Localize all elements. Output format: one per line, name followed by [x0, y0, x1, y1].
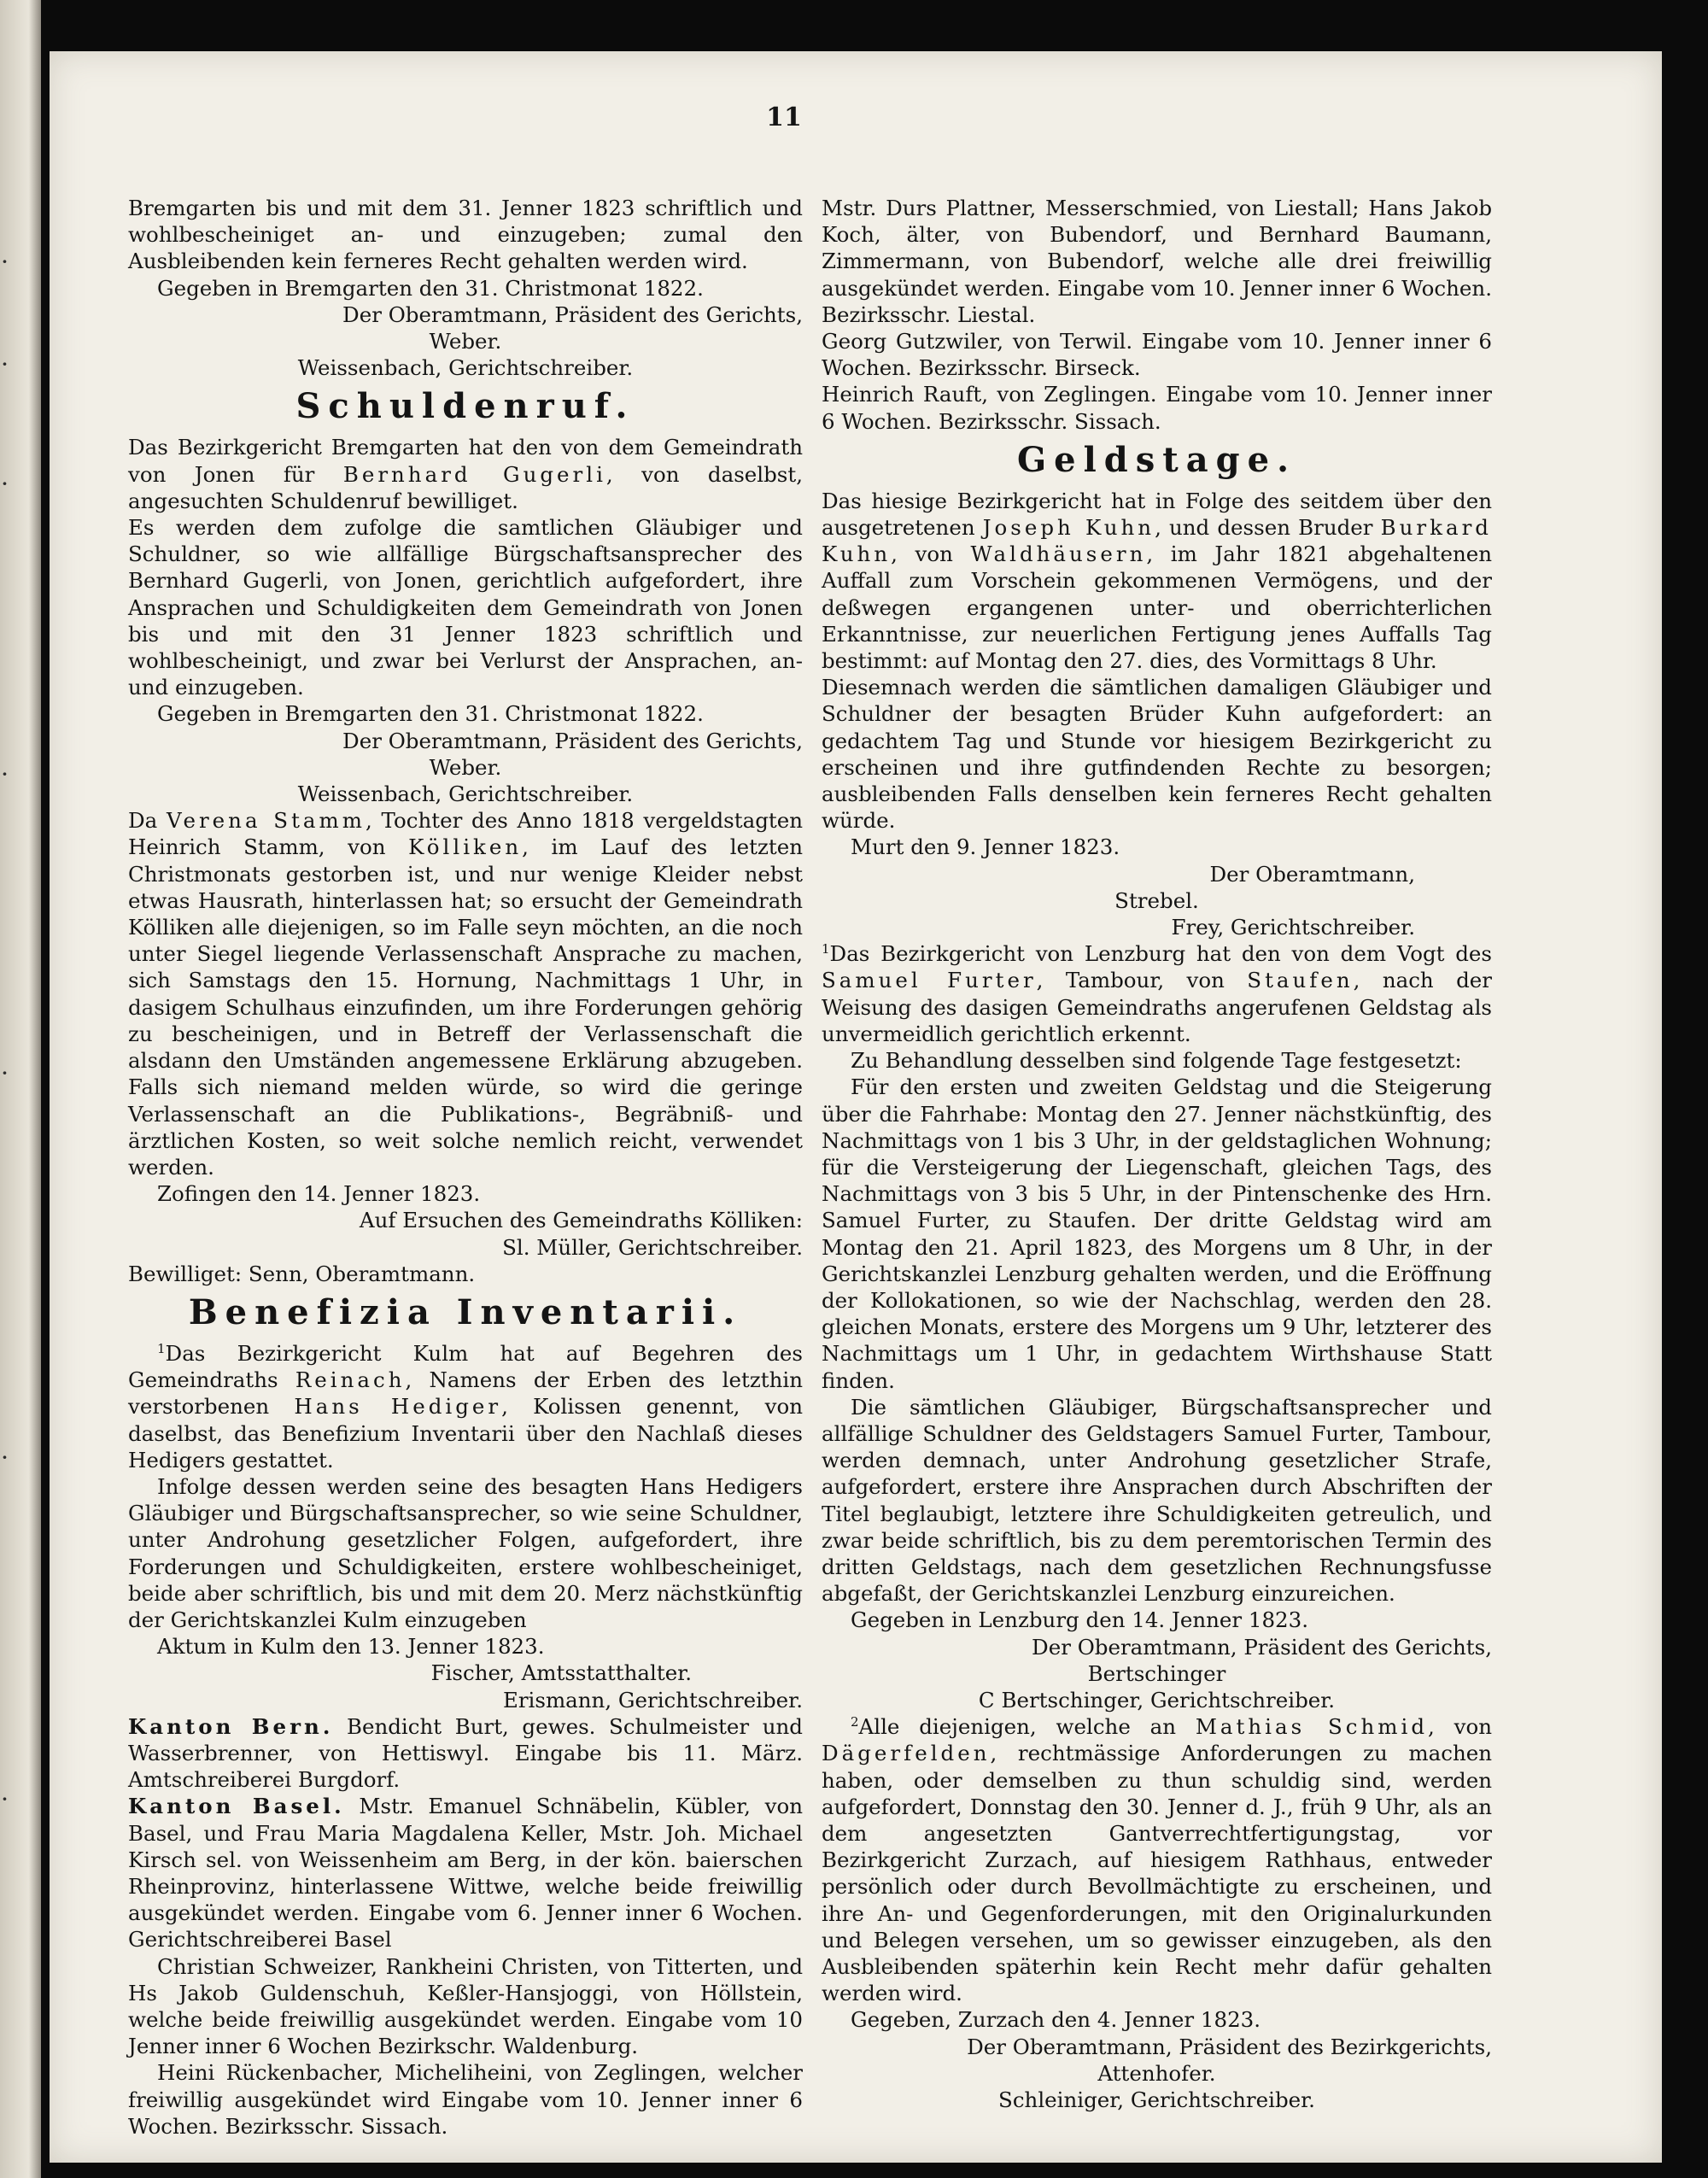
signature-clerk: C Bertschinger, Gerichtschreiber.: [978, 1687, 1336, 1713]
heading-geldstage: Geldstage.: [1016, 439, 1297, 480]
signature-line: Der Oberamtmann, Präsident des Bezirkgerichts,: [967, 2034, 1492, 2059]
notice-gutzwiler: Georg Gutzwiler, von Terwil. Eingabe vom 10. Jenner inner 6 Wochen. Bezirksschr. Birseck.: [822, 329, 1492, 381]
notice-date: Zofingen den 14. Jenner 1823.: [157, 1181, 481, 1207]
signature-name: Strebel.: [1114, 887, 1199, 913]
adjacent-page-edge: · · · · · · ·: [0, 0, 41, 2178]
signature-line: Der Oberamtmann, Präsident des Gerichts,: [342, 728, 803, 753]
notice-date: Gegeben in Bremgarten den 31. Christmonat 1822.: [157, 701, 704, 727]
signature-line: Der Oberamtmann,: [1209, 861, 1415, 887]
notice-date: Gegeben, Zurzach den 4. Jenner 1823.: [851, 2007, 1261, 2033]
heading-schuldenruf: Schuldenruf.: [295, 386, 635, 427]
signature-clerk: Weissenbach, Gerichtschreiber.: [297, 782, 634, 807]
beneficia-body: Infolge dessen werden seine des besagten Hans Hedigers Gläubiger und Bürgschaftsansprecher, so wie seine Schuldner, unter Androhung gesetzlicher Folgen, aufgefordert, ihre Forderungen und Schuldigkeiten, erstere wohlbescheiniget, beide aber schriftlich, bis und mit dem 20. Merz nächstkünftig der Gerichtskanzlei Kulm einzugeben: [128, 1473, 803, 1632]
notice-kanton-basel: Kanton Basel. Mstr. Emanuel Schnäbelin, Kübler, von Basel, und Frau Maria Magdalena Keller, Mstr. Joh. Michael Kirsch sel. von Weissenheim am Berg, in der kön. baierschen Rheinprovinz, hinterlassene Wittwe, welche beide freiwillig ausgekündet werden. Eingabe vom 6. Jenner inner 6 Wochen. Gerichtschreiberei Basel: [128, 1794, 803, 1953]
left-column: [128, 195, 803, 2140]
signature-clerk: Frey, Gerichtschreiber.: [1171, 915, 1415, 940]
signature-clerk: Erismann, Gerichtschreiber.: [502, 1687, 803, 1713]
signature-clerk: Schleiniger, Gerichtschreiber.: [998, 2087, 1315, 2113]
geldstage-furter: $^1$Das Bezirkgericht von Lenzburg hat den von dem Vogt des Samuel Furter, Tambour, von Staufen, nach der Weisung des dasigen Gemeindraths angerufenen Geldstag als unvermeidlich gerichtlich erkennt.: [822, 941, 1492, 1046]
signature-line: Der Oberamtmann, Präsident des Gerichts,: [1032, 1634, 1492, 1660]
notice-schmid: $^2$Alle diejenigen, welche an Mathias Schmid, von Dägerfelden, rechtmässige Anforderungen zu machen haben, oder demselben zu thun schuldig sind, werden aufgefordert, Donnstag den 30. Jenner d. J., früh 9 Uhr, als an dem angesetzten Gantverrechtfertigungstag, vor Bezirkgericht Zurzach, auf hiesigem Rathhaus, entweder persönlich oder durch Bevollmächtigte zu erscheinen, und ihre An- und Gegenforderungen, mit den Originalurkunden und Belegen versehen, um so gewisser einzugeben, als den Ausbleibenden späterhin kein Recht mehr dafür gehalten werden wird.: [822, 1714, 1493, 2006]
signature-clerk: Sl. Müller, Gerichtschreiber.: [502, 1234, 803, 1260]
signature-name: Bertschinger: [1087, 1660, 1226, 1686]
heading-beneficia-inventarii: Benefizia Inventarii.: [188, 1291, 743, 1332]
notice-rauft: Heinrich Rauft, von Zeglingen. Eingabe vom 10. Jenner inner 6 Wochen. Bezirksschr. Sissach.: [822, 382, 1492, 434]
signature-line: Fischer, Amtsstatthalter.: [430, 1660, 692, 1686]
signature-name: Weber.: [429, 329, 502, 354]
signature-line: Auf Ersuchen des Gemeindraths Kölliken:: [359, 1208, 803, 1233]
notice-schweizer: Christian Schweizer, Rankheini Christen, von Titterten, und Hs Jakob Guldenschuh, Keßler-Hansjoggi, von Höllstein, welche beide freiwillig ausgekündet werden. Eingabe vom 10 Jenner inner 6 Wochen Bezirkschr. Waldenburg.: [128, 1953, 803, 2059]
notice-kanton-bern: Kanton Bern. Bendicht Burt, gewes. Schulmeister und Wasserbrenner, von Hettiswyl. Eingabe bis 11. März. Amtschreiberei Burgdorf.: [128, 1713, 803, 1793]
notice-date: Gegeben in Lenzburg den 14. Jenner 1823.: [851, 1607, 1309, 1633]
notice-bremgarten-end: Bremgarten bis und mit dem 31. Jenner 1823 schriftlich und wohlbescheiniget an- und einzugeben; zumal den Ausbleibenden kein ferneres Recht gehalten werden wird.: [128, 196, 803, 274]
geldstage-furter-creditors: Die sämtlichen Gläubiger, Bürgschaftsansprecher und allfällige Schuldner des Geldstagers Samuel Furter, Tambour, werden demnach, unter Androhung gesetzlicher Strafe, aufgefordert, erstere ihre Ansprachen durch Abschriften der Titel beglaubigt, letztere ihre Schuldigkeiten getreulich, und zwar beide schriftlich, bis zu dem peremtorischen Termin des dritten Geldstags, nach dem gesetzlichen Rechnungsfusse abgefaßt, der Gerichtskanzlei Lenzburg einzureichen.: [822, 1394, 1492, 1607]
approval-line: Bewilliget: Senn, Oberamtmann.: [128, 1261, 476, 1286]
geldstage-kuhn: Das hiesige Bezirkgericht hat in Folge des seitdem über den ausgetretenen Joseph Kuhn, und dessen Bruder Burkard Kuhn, von Waldhäusern, im Jahr 1821 abgehaltenen Auffall zum Vorschein gekommenen Vermögens, und der deßwegen ergangenen unter- und oberrichterlichen Erkanntnisse, zur neuerlichen Fertigung jenes Auffalls Tag bestimmt: auf Montag den 27. dies, des Vormittags 8 Uhr.: [822, 488, 1492, 674]
notice-date: Gegeben in Bremgarten den 31. Christmonat 1822.: [157, 275, 704, 301]
geldstage-furter-schedule: Für den ersten und zweiten Geldstag und die Steigerung über die Fahrhabe: Montag den 27. Jenner nächstkünftig, des Nachmittags von 1 bis 3 Uhr, in der geldstaglichen Wohnung; für die Versteigerung der Liegenschaft, gleichen Tags, des Nachmittags von 3 bis 5 Uhr, in der Pintenschenke des Hrn. Samuel Furter, zu Staufen. Der dritte Geldstag wird am Montag den 21. April 1823, des Morgens um 8 Uhr, in der Gerichtskanzlei Lenzburg gehalten werden, und die Eröffnung der Kollokationen, so wie der Nachschlag, werden den 28. gleichen Monats, erstere des Morgens um 9 Uhr, letzterer des Nachmittags um 1 Uhr, in gedachtem Wirthshause Statt finden.: [822, 1074, 1492, 1393]
signature-name: Weber.: [429, 754, 502, 780]
geldstage-kuhn-body: Diesemnach werden die sämtlichen damaligen Gläubiger und Schuldner der besagten Brüder Kuhn aufgefordert: an gedachtem Tag und Stunde vor hiesigem Bezirkgericht zu erscheinen und ihre gutfindenden Rechte zu besorgen; ausbleibenden Falls denselben kein ferneres Recht gehalten würde.: [822, 675, 1492, 834]
geldstage-furter-days: Zu Behandlung desselben sind folgende Tage festgesetzt:: [851, 1048, 1462, 1074]
signature-name: Attenhofer.: [1097, 2060, 1216, 2086]
beneficia-intro: $^1$Das Bezirkgericht Kulm hat auf Begehren des Gemeindraths Reinach, Namens der Erben des letzthin verstorbenen Hans Hediger, Kolissen genennt, von daselbst, das Benefizium Inventarii über den Nachlaß dieses Hedigers gestattet.: [128, 1340, 804, 1472]
notice-plattner: Mstr. Durs Plattner, Messerschmied, von Liestall; Hans Jakob Koch, älter, von Bubendorf, und Bernhard Baumann, Zimmermann, von Bubendorf, welche alle drei freiwillig ausgekündet werden. Eingabe vom 10. Jenner inner 6 Wochen. Bezirksschr. Liestal.: [822, 196, 1492, 327]
schuldenruf-body: Es werden dem zufolge die samtlichen Gläubiger und Schuldner, so wie allfällige Bürgschaftsansprecher des Bernhard Gugerli, von Jonen, gerichtlich aufgefordert, ihre Ansprachen und Schuldigkeiten dem Gemeindrath von Jonen bis und mit den 31 Jenner 1823 schriftlich und wohlbescheinigt, und zwar bei Verlurst der Ansprachen, an- und einzugeben.: [128, 515, 803, 700]
signature-line: Der Oberamtmann, Präsident des Gerichts,: [342, 302, 803, 327]
notice-date: Murt den 9. Jenner 1823.: [851, 834, 1120, 860]
page-number: 11: [766, 102, 802, 132]
right-column: [822, 195, 1492, 2113]
notice-verena-stamm: Da Verena Stamm, Tochter des Anno 1818 vergeldstagten Heinrich Stamm, von Kölliken, im Lauf des letzten Christmonats gestorben ist, und nur wenige Kleider nebst etwas Hausrath, hinterlassen hat; so ersucht der Gemeindrath Kölliken alle diejenigen, so im Falle seyn möchten, an die noch unter Siegel liegende Verlassenschaft Ansprache zu machen, sich Samstags den 15. Hornung, Nachmittags 1 Uhr, in dasigem Schulhaus einzufinden, um ihre Forderungen gehörig zu bescheinigen, und in Betreff der Verlassenschaft die alsdann den Umständen angemessene Erklärung abzugeben. Falls sich niemand melden würde, so wird die geringe Verlassenschaft an die Publikations-, Begräbniß- und ärztlichen Kosten, so weit solche nemlich reicht, verwendet werden.: [128, 808, 804, 1180]
notice-date: Aktum in Kulm den 13. Jenner 1823.: [157, 1634, 545, 1660]
notice-rueckenbacher: Heini Rückenbacher, Micheliheini, von Zeglingen, welcher freiwillig ausgekündet wird Eingabe vom 10. Jenner inner 6 Wochen. Bezirksschr. Sissach.: [128, 2060, 803, 2139]
schuldenruf-intro: Das Bezirkgericht Bremgarten hat den von dem Gemeindrath von Jonen für Bernhard Gugerli, von daselbst, angesuchten Schuldenruf bewilliget.: [128, 435, 803, 513]
signature-clerk: Weissenbach, Gerichtschreiber.: [297, 355, 634, 381]
